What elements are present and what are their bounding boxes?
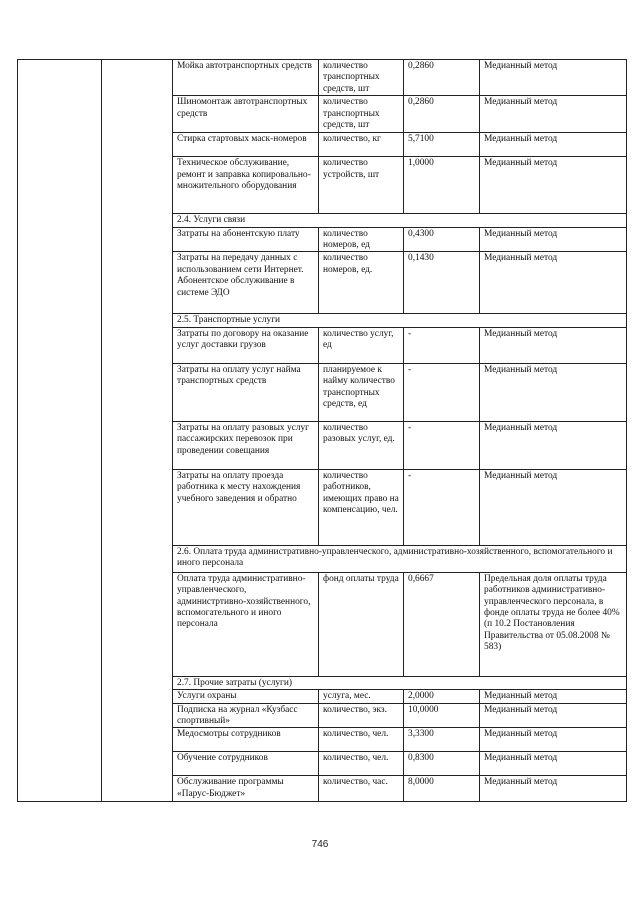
unit-cell: количество устройств, шт — [319, 157, 404, 214]
table-row — [18, 60, 627, 96]
norm-value-cell: 0,2860 — [404, 96, 480, 133]
table-body — [18, 60, 627, 802]
norm-value-cell: 0,2860 — [404, 60, 480, 96]
cost-name-cell: Обслуживание программы «Парус-Бюджет» — [173, 776, 319, 802]
unit-cell: количество, час. — [319, 776, 404, 802]
unit-cell: количество, кг — [319, 133, 404, 157]
method-cell: Медианный метод — [480, 96, 627, 133]
norm-value-cell: 1,0000 — [404, 157, 480, 214]
cost-name-cell: Медосмотры сотрудников — [173, 728, 319, 752]
method-cell: Медианный метод — [480, 752, 627, 776]
method-cell: Медианный метод — [480, 703, 627, 728]
section-title: 2.4. Услуги связи — [173, 214, 627, 227]
unit-cell: фонд оплаты труда — [319, 572, 404, 676]
cost-name-cell: Затраты на оплату проезда работника к месту нахождения учебного заведения и обратно — [173, 469, 319, 545]
cost-name-cell: Техническое обслуживание, ремонт и заправка копировально-множительного оборудования — [173, 157, 319, 214]
method-cell: Медианный метод — [480, 157, 627, 214]
cost-name-cell: Услуги охраны — [173, 690, 319, 703]
unit-cell: количество услуг, ед — [319, 327, 404, 363]
method-cell: Медианный метод — [480, 60, 627, 96]
cost-name-cell: Затраты на передачу данных с использованием сети Интернет. Абонентское обслуживание в системе ЭДО — [173, 252, 319, 314]
norm-value-cell: 10,0000 — [404, 703, 480, 728]
norm-value-cell: - — [404, 469, 480, 545]
method-cell: Медианный метод — [480, 252, 627, 314]
unit-cell: количество работников, имеющих право на компенсацию, чел. — [319, 469, 404, 545]
norm-value-cell: 0,8300 — [404, 752, 480, 776]
cost-name-cell: Шиномонтаж автотранспортных средств — [173, 96, 319, 133]
method-cell: Медианный метод — [480, 469, 627, 545]
norm-value-cell: 2,0000 — [404, 690, 480, 703]
unit-cell: планируемое к найму количество транспортных средств, ед — [319, 363, 404, 421]
method-cell: Медианный метод — [480, 227, 627, 252]
cost-name-cell: Подписка на журнал «Кузбасс спортивный» — [173, 703, 319, 728]
unit-cell: количество номеров, ед. — [319, 252, 404, 314]
blank-column-2 — [102, 60, 173, 802]
cost-name-cell: Затраты по договору на оказание услуг доставки грузов — [173, 327, 319, 363]
cost-name-cell: Затраты на оплату разовых услуг пассажирских перевозок при проведении совещания — [173, 421, 319, 469]
method-cell: Медианный метод — [480, 776, 627, 802]
method-cell: Медианный метод — [480, 690, 627, 703]
norm-value-cell: 5,7100 — [404, 133, 480, 157]
unit-cell: количество транспортных средств, шт — [319, 96, 404, 133]
cost-name-cell: Мойка автотранспортных средств — [173, 60, 319, 96]
method-cell: Медианный метод — [480, 327, 627, 363]
cost-name-cell: Стирка стартовых маск-номеров — [173, 133, 319, 157]
norm-value-cell: - — [404, 363, 480, 421]
norms-table — [17, 59, 627, 802]
section-title: 2.5. Транспортные услуги — [173, 314, 627, 327]
norm-value-cell: 0,1430 — [404, 252, 480, 314]
method-cell: Предельная доля оплаты труда работников административно-управленческого персонала, в фонде оплаты труда не более 40% (п 10.2 Постановления Правительства от 05.08.2008 № 583) — [480, 572, 627, 676]
cost-name-cell: Обучение сотрудников — [173, 752, 319, 776]
blank-column-1 — [18, 60, 102, 802]
unit-cell: услуга, мес. — [319, 690, 404, 703]
unit-cell: количество транспортных средств, шт — [319, 60, 404, 96]
norm-value-cell: 0,4300 — [404, 227, 480, 252]
section-title: 2.6. Оплата труда административно-управленческого, административно-хозяйственного, вспомогательного и иного персонала — [173, 545, 627, 572]
cost-name-cell: Оплата труда административно-управленческого, администртивно-хозяйственного, вспомогательного и иного персонала — [173, 572, 319, 676]
method-cell: Медианный метод — [480, 421, 627, 469]
cost-name-cell: Затраты на абонентскую плату — [173, 227, 319, 252]
method-cell: Медианный метод — [480, 363, 627, 421]
method-cell: Медианный метод — [480, 133, 627, 157]
unit-cell: количество, чел. — [319, 728, 404, 752]
section-title: 2.7. Прочие затраты (услуги) — [173, 676, 627, 689]
norm-value-cell: 8,0000 — [404, 776, 480, 802]
page-number: 746 — [311, 839, 329, 850]
unit-cell: количество, экз. — [319, 703, 404, 728]
cost-name-cell: Затраты на оплату услуг найма транспортных средств — [173, 363, 319, 421]
norm-value-cell: - — [404, 327, 480, 363]
unit-cell: количество разовых услуг, ед. — [319, 421, 404, 469]
norm-value-cell: 0,6667 — [404, 572, 480, 676]
norm-value-cell: 3,3300 — [404, 728, 480, 752]
method-cell: Медианный метод — [480, 728, 627, 752]
unit-cell: количество номеров, ед — [319, 227, 404, 252]
unit-cell: количество, чел. — [319, 752, 404, 776]
norm-value-cell: - — [404, 421, 480, 469]
